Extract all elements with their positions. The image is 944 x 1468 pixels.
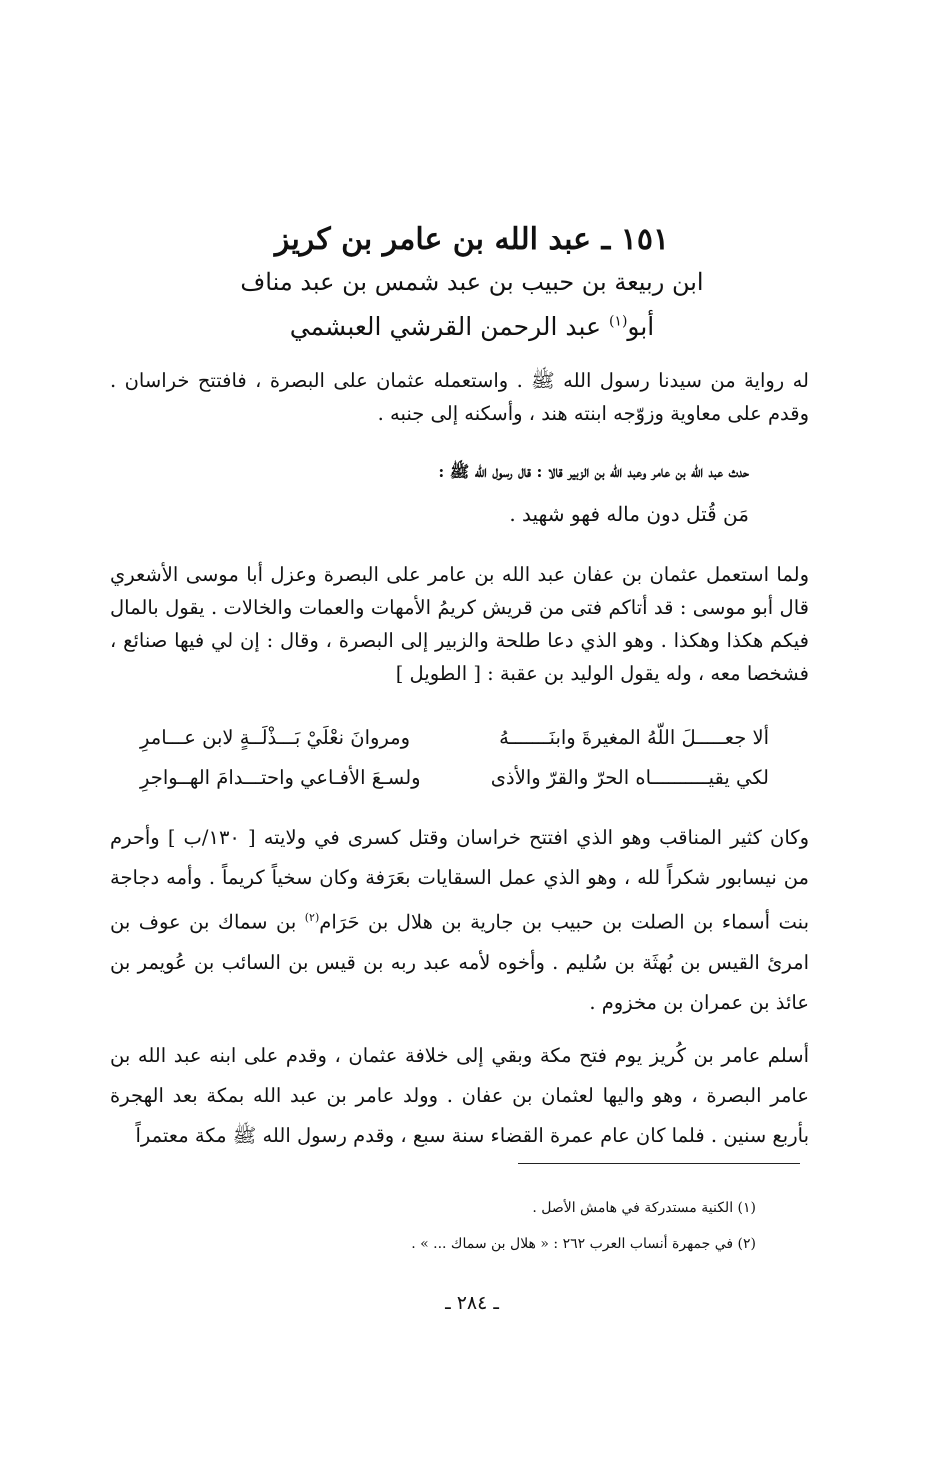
hadith-matn: مَن قُتل دون ماله فهو شهيد . — [509, 502, 749, 526]
paragraph-1: له رواية من سيدنا رسول الله ﷺ . واستعمله عثمان على البصرة ، فافتتح خراسان . وقدم على معاوية وزوّجه ابنته هند ، وأسكنه إلى جنبه . — [110, 369, 809, 425]
entry-kunya — [0, 312, 944, 341]
paragraph-3-part-1: وكان كثير المناقب وهو الذي افتتح خراسان وقتل كسرى في ولايته [ ١٣٠/ب ] وأحرم من نيسابور شكراً لله ، وهو الذي عمل السقايات بعَرَفة وكان سخياً كريماً . وأمه دجاجة بنت أسماء بن الصلت بن حبيب بن جارية بن هلال بن حَرَام — [110, 826, 809, 934]
verse-2-second-hemistich: ولسـعَ الأفـاعي واحتـــدامَ الهــواجرِ — [140, 766, 421, 789]
footnote-2: (٢) في جمهرة أنساب العرب ٢٦٢ : « هلال بن سماك ... » . — [411, 1236, 756, 1252]
verse-1-second-hemistich: ومروانَ نعْلَيْ بَـــذْلَــةٍ لابن عـــامرِ — [140, 726, 411, 749]
footnote-1: (١) الكنية مستدركة في هامش الأصل . — [532, 1200, 756, 1216]
hadith-isnad: حدث عبد الله بن عامر وعبد الله بن الزبير قالا : قال رسول الله ﷺ : — [438, 462, 749, 481]
page-number: ـ ٢٨٤ ـ — [445, 1292, 499, 1314]
kunya-rest: عبد الرحمن القرشي العبشمي — [289, 312, 609, 341]
verse-1-first-hemistich: ألا جعـــــلَ اللّهُ المغيرةَ وابنَـــــــهُ — [499, 726, 769, 749]
entry-lineage: ابن ربيعة بن حبيب بن عبد شمس بن عبد مناف — [240, 268, 704, 296]
paragraph-4: أسلم عامر بن كُريز يوم فتح مكة وبقي إلى خلافة عثمان ، وقدم على ابنه عبد الله بن عامر البصرة ، وهو واليها لعثمان بن عفان . وولد عامر بن عبد الله بمكة بعد الهجرة بأربع سنين . فلما كان عام عمرة القضاء سنة سبع ، وقدم رسول الله ﷺ مكة معتمراً — [110, 1044, 809, 1147]
entry-title: ١٥١ ـ عبد الله بن عامر بن كريز — [274, 222, 670, 257]
paragraph-3 — [110, 818, 809, 1023]
footnote-separator — [518, 1163, 800, 1164]
footnote-marker-2: (٢) — [304, 911, 320, 924]
paragraph-3-part-2: بن سماك بن عوف بن امرئ القيس بن بُهثَة بن سُليم . وأخوه لأمه عبد ربه بن قيس بن السائب بن عُويمر بن عائذ بن عمران بن مخزوم . — [110, 910, 809, 1014]
paragraph-2: ولما استعمل عثمان بن عفان عبد الله بن عامر على البصرة وعزل أبا موسى الأشعري قال أبو موسى : قد أتاكم فتى من قريش كريمُ الأمهات والعمات والخالات . يقول بالمال فيكم هكذا وهكذا . وهو الذي دعا طلحة والزبير إلى البصرة ، وقال : إن لي فيها صنائع ، فشخصا معه ، وله يقول الوليد بن عقبة : [ الطويل ] — [110, 563, 809, 685]
verse-2-first-hemistich: لكي يقيــــــــــاه الحرّ والقرّ والأذى — [490, 766, 769, 789]
footnote-marker-1: (١) — [608, 313, 628, 330]
kunya-prefix: أبو — [627, 312, 655, 341]
